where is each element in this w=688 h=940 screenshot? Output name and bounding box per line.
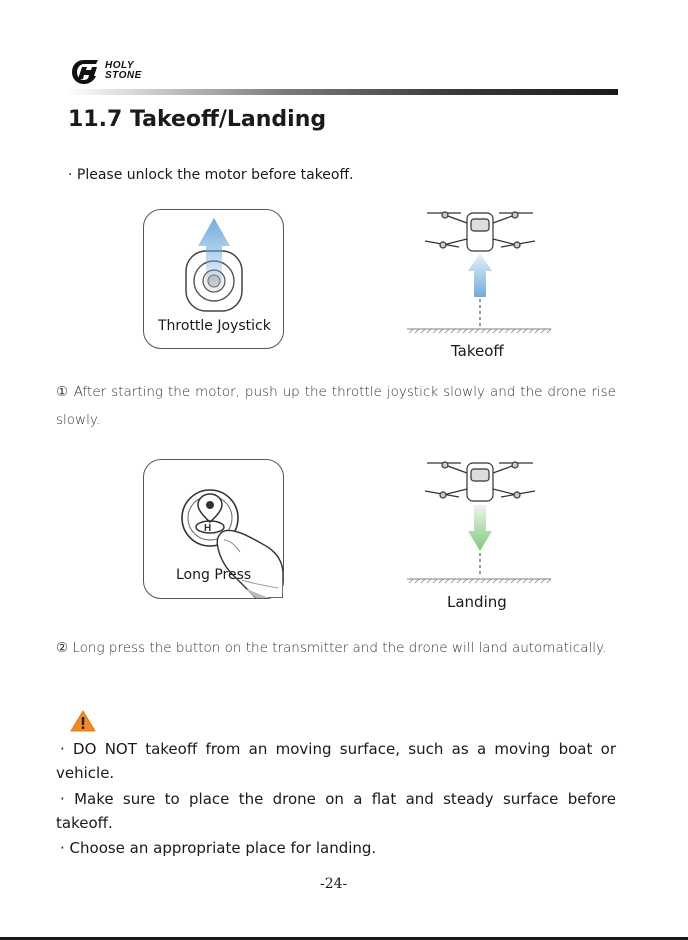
logo-wordmark	[105, 61, 142, 81]
step1-text: ① After starting the motor, push up the throttle joystick slowly and the drone rise slowly.	[56, 384, 616, 428]
drone-landing-illustration	[405, 455, 555, 585]
section-title: 11.7 Takeoff/Landing	[68, 107, 327, 132]
takeoff-caption: Takeoff	[451, 342, 504, 360]
header-rule	[66, 89, 618, 95]
intro-text: · Please unlock the motor before takeoff.	[68, 167, 354, 183]
warning-landing-place: · Choose an appropriate place for landing.	[60, 839, 377, 857]
page-number: -24-	[320, 876, 348, 892]
long-press-label: Long Press	[176, 567, 252, 583]
warning-flat-surface: · Make sure to place the drone on a flat and steady surface before takeoff.	[56, 790, 616, 832]
logo-word-stone: STONE	[105, 70, 142, 81]
warning-icon	[70, 710, 96, 732]
drone-takeoff-illustration	[405, 205, 555, 335]
logo-word-holy: HOLY	[105, 60, 135, 71]
step2-text: ② Long press the button on the transmitter and the drone will land automatically.	[56, 640, 607, 656]
landing-caption: Landing	[447, 593, 507, 611]
joystick-label: Throttle Joystick	[158, 318, 271, 334]
warning-moving-surface: · DO NOT takeoff from an moving surface, such as a moving boat or vehicle.	[56, 740, 616, 782]
svg-text:H: H	[204, 523, 212, 534]
